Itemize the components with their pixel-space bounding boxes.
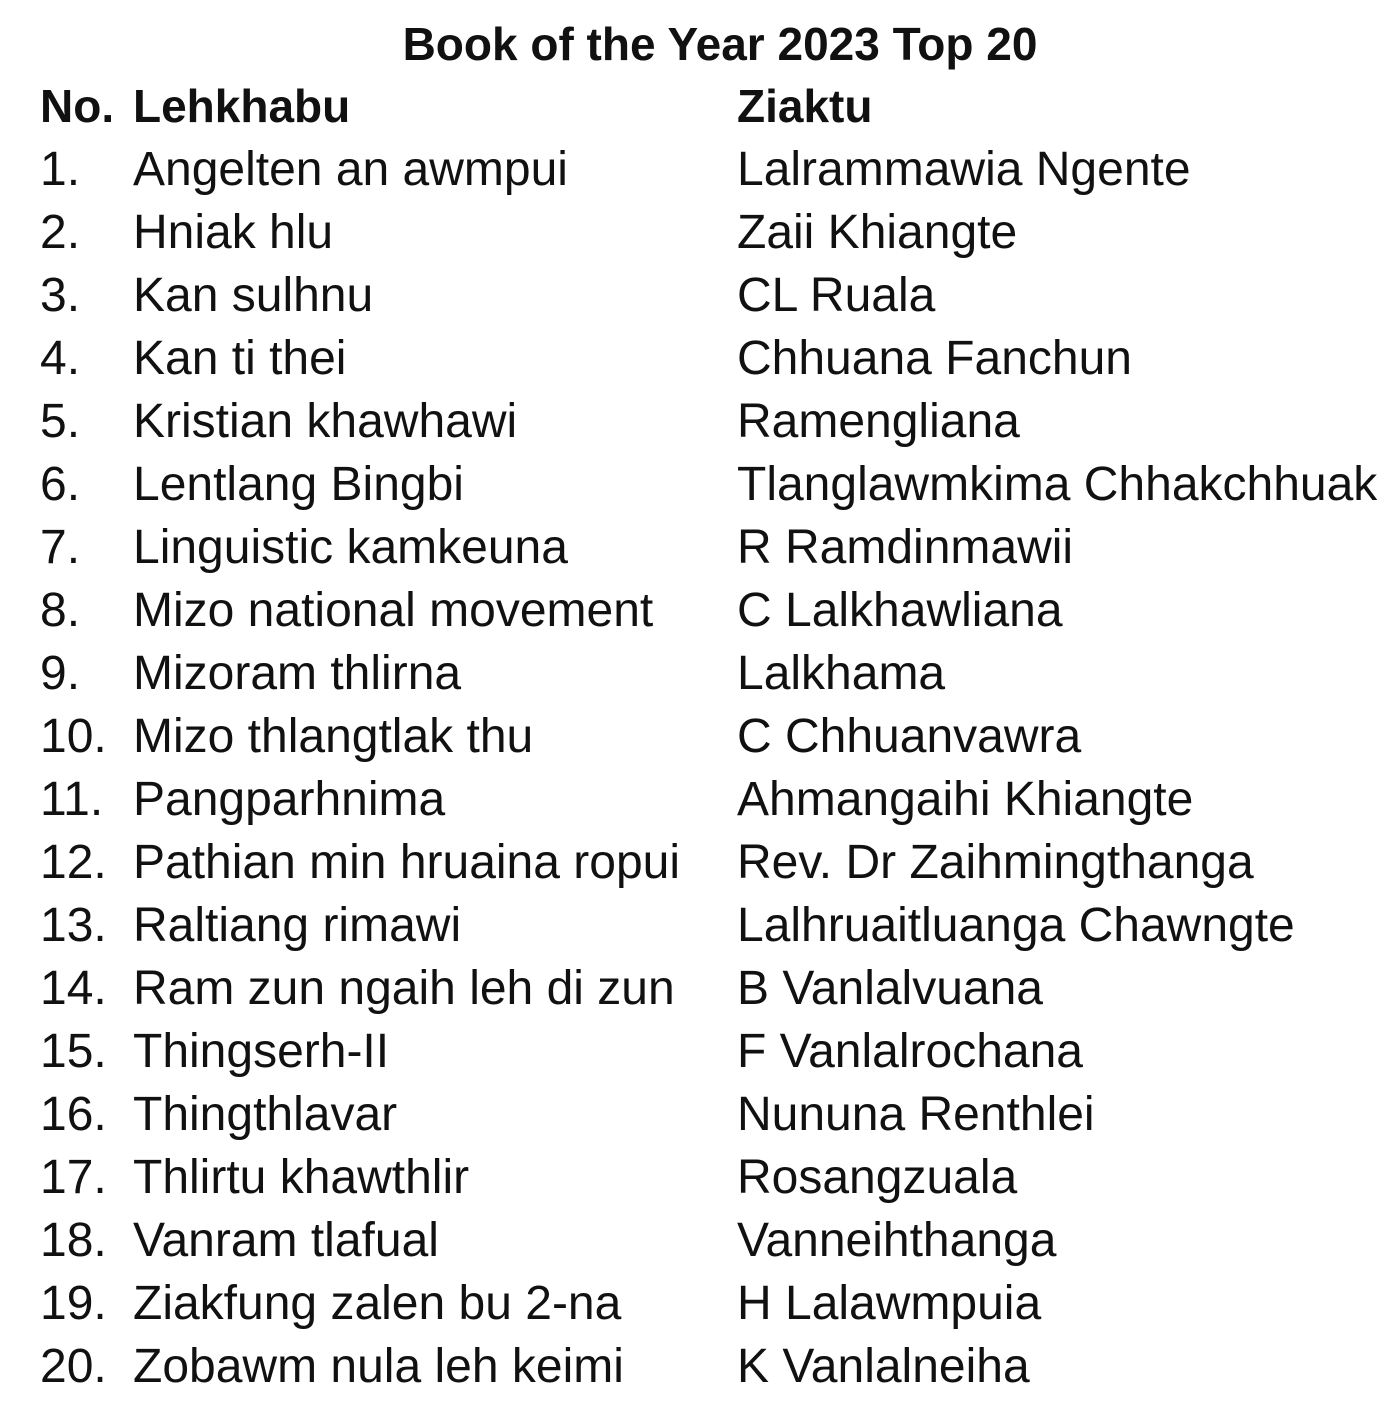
row-number: 17. xyxy=(40,1151,107,1204)
author-name: R Ramdinmawii xyxy=(737,521,1074,574)
row-number: 8. xyxy=(40,584,81,637)
author-name: C Chhuanvawra xyxy=(737,710,1082,763)
table-row xyxy=(0,768,1400,831)
author-name: B Vanlalvuana xyxy=(737,962,1043,1015)
author-name: H Lalawmpuia xyxy=(737,1277,1042,1330)
table-row xyxy=(0,642,1400,705)
author-name: Tlanglawmkima Chhakchhuak xyxy=(737,458,1378,511)
author-name: Lalkhama xyxy=(737,647,946,700)
table-row xyxy=(0,1335,1400,1398)
table-row xyxy=(0,327,1400,390)
author-name: K Vanlalneiha xyxy=(737,1340,1030,1393)
table-row xyxy=(0,201,1400,264)
author-name: Rosangzuala xyxy=(737,1151,1018,1204)
author-name: Lalrammawia Ngente xyxy=(737,143,1191,196)
row-number: 19. xyxy=(40,1277,107,1330)
table-row xyxy=(0,705,1400,768)
column-header-author: Ziaktu xyxy=(737,80,873,132)
book-title: Vanram tlafual xyxy=(133,1214,439,1267)
row-number: 16. xyxy=(40,1088,107,1141)
row-number: 14. xyxy=(40,962,107,1015)
table-row xyxy=(0,1209,1400,1272)
row-number: 9. xyxy=(40,647,81,700)
author-name: Chhuana Fanchun xyxy=(737,332,1132,385)
row-number: 3. xyxy=(40,269,81,322)
row-number: 7. xyxy=(40,521,81,574)
author-name: C Lalkhawliana xyxy=(737,584,1063,637)
table-row xyxy=(0,831,1400,894)
table-row xyxy=(0,957,1400,1020)
column-header-book: Lehkhabu xyxy=(133,80,351,132)
row-number: 18. xyxy=(40,1214,107,1267)
table-row xyxy=(0,894,1400,957)
row-number: 13. xyxy=(40,899,107,952)
row-number: 1. xyxy=(40,143,81,196)
table-row xyxy=(0,1146,1400,1209)
book-title: Pangparhnima xyxy=(133,773,446,826)
row-number: 5. xyxy=(40,395,81,448)
row-number: 2. xyxy=(40,206,81,259)
author-name: F Vanlalrochana xyxy=(737,1025,1083,1078)
book-title: Kan sulhnu xyxy=(133,269,374,322)
book-title: Raltiang rimawi xyxy=(133,899,462,952)
author-name: Zaii Khiangte xyxy=(737,206,1018,259)
book-title: Thingthlavar xyxy=(133,1088,398,1141)
book-title: Ziakfung zalen bu 2-na xyxy=(133,1277,622,1330)
book-title: Linguistic kamkeuna xyxy=(133,521,568,574)
row-number: 4. xyxy=(40,332,81,385)
author-name: Ramengliana xyxy=(737,395,1020,448)
row-number: 20. xyxy=(40,1340,107,1393)
book-title: Mizo thlangtlak thu xyxy=(133,710,534,763)
book-title: Angelten an awmpui xyxy=(133,143,568,196)
table-row xyxy=(0,579,1400,642)
book-title: Hniak hlu xyxy=(133,206,334,259)
book-title: Thlirtu khawthlir xyxy=(133,1151,470,1204)
book-title: Lentlang Bingbi xyxy=(133,458,464,511)
author-name: Nununa Renthlei xyxy=(737,1088,1095,1141)
book-title: Pathian min hruaina ropui xyxy=(133,836,681,889)
book-title: Kan ti thei xyxy=(133,332,347,385)
table-row xyxy=(0,1020,1400,1083)
row-number: 10. xyxy=(40,710,107,763)
book-title: Thingserh-II xyxy=(133,1025,390,1078)
author-name: Vanneihthanga xyxy=(737,1214,1057,1267)
book-title: Kristian khawhawi xyxy=(133,395,518,448)
author-name: Ahmangaihi Khiangte xyxy=(737,773,1194,826)
table-row xyxy=(0,138,1400,201)
book-title: Mizoram thlirna xyxy=(133,647,462,700)
row-number: 15. xyxy=(40,1025,107,1078)
row-number: 11. xyxy=(40,773,104,826)
author-name: Rev. Dr Zaihmingthanga xyxy=(737,836,1254,889)
column-header-no: No. xyxy=(40,80,115,132)
row-number: 6. xyxy=(40,458,81,511)
author-name: CL Ruala xyxy=(737,269,936,322)
row-number: 12. xyxy=(40,836,107,889)
table-row xyxy=(0,516,1400,579)
table-row xyxy=(0,1083,1400,1146)
table-row xyxy=(0,390,1400,453)
table-row xyxy=(0,264,1400,327)
table-header xyxy=(0,75,1400,138)
book-title: Mizo national movement xyxy=(133,584,654,637)
book-title: Zobawm nula leh keimi xyxy=(133,1340,624,1393)
table-row xyxy=(0,1272,1400,1335)
page-title: Book of the Year 2023 Top 20 xyxy=(402,18,1038,70)
table-row xyxy=(0,453,1400,516)
book-title: Ram zun ngaih leh di zun xyxy=(133,962,675,1015)
author-name: Lalhruaitluanga Chawngte xyxy=(737,899,1295,952)
